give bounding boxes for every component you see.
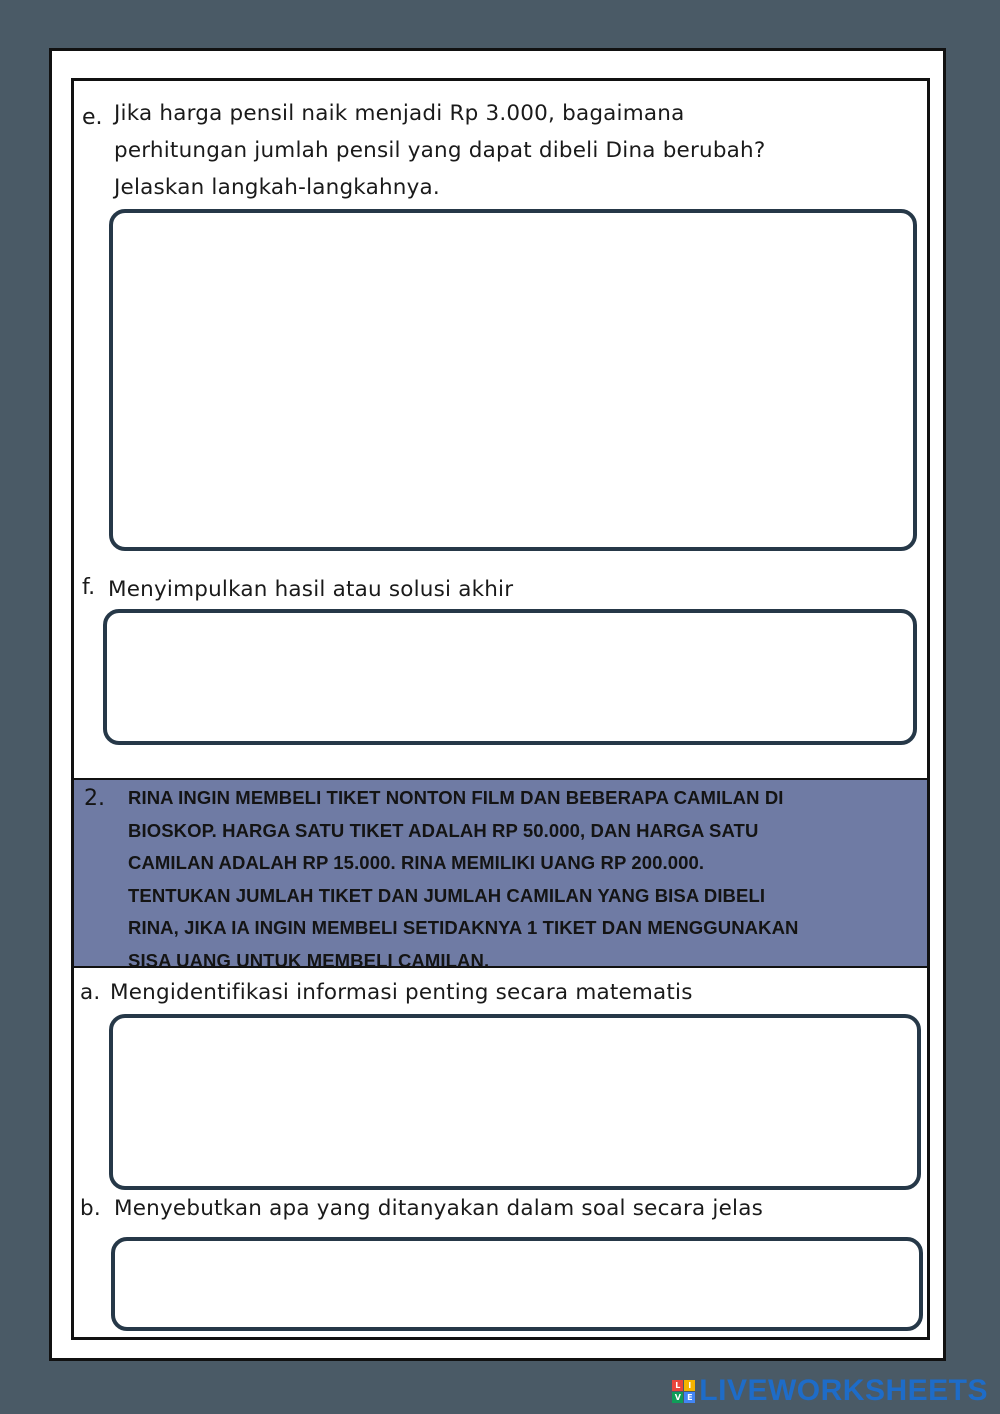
question-b-marker: b. (80, 1196, 101, 1221)
question-e-line-2: perhitungan jumlah pensil yang dapat dibeli Dina berubah? (114, 138, 766, 163)
question-a-marker: a. (80, 980, 101, 1005)
answer-box-e[interactable] (109, 209, 917, 551)
question-f-marker: f. (82, 575, 96, 600)
question-a-text: Mengidentifikasi informasi penting secara matematis (110, 980, 693, 1005)
problem-2-band (74, 778, 927, 971)
answer-box-b[interactable] (111, 1237, 923, 1331)
answer-box-a[interactable] (109, 1014, 921, 1190)
logo-letter-e: E (684, 1392, 695, 1403)
problem-2-number: 2. (84, 786, 105, 811)
worksheet-frame (71, 78, 930, 1340)
logo-letter-i: I (684, 1380, 695, 1391)
question-b-text: Menyebutkan apa yang ditanyakan dalam soal secara jelas (114, 1196, 763, 1221)
question-e-line-3: Jelaskan langkah-langkahnya. (114, 175, 440, 200)
logo-letter-v: V (672, 1392, 683, 1403)
question-f-text: Menyimpulkan hasil atau solusi akhir (108, 577, 514, 602)
question-e-marker: e. (82, 105, 103, 130)
liveworksheets-logo-icon (672, 1380, 695, 1403)
liveworksheets-brand[interactable] (672, 1374, 988, 1408)
liveworksheets-wordmark: LIVEWORKSHEETS (699, 1374, 988, 1407)
answer-box-f[interactable] (103, 609, 917, 745)
question-e-line-1: Jika harga pensil naik menjadi Rp 3.000, bagaimana (114, 101, 685, 126)
problem-2-text: RINA INGIN MEMBELI TIKET NONTON FILM DAN BEBERAPA CAMILAN DI BIOSKOP. HARGA SATU TIKET ADALAH RP 50.000, DAN HARGA SATU CAMILAN ADALAH RP 15.000. RINA MEMILIKI UANG RP 200.000. TENTUKAN JUMLAH TIKET DAN JUMLAH CAMILAN YANG BISA DIBELI RINA, JIKA IA INGIN MEMBELI SETIDAKNYA 1 TIKET DAN MENGGUNAKAN SISA UANG UNTUK MEMBELI CAMILAN. (128, 787, 799, 971)
logo-letter-l: L (672, 1380, 683, 1391)
worksheet-page (49, 48, 946, 1361)
